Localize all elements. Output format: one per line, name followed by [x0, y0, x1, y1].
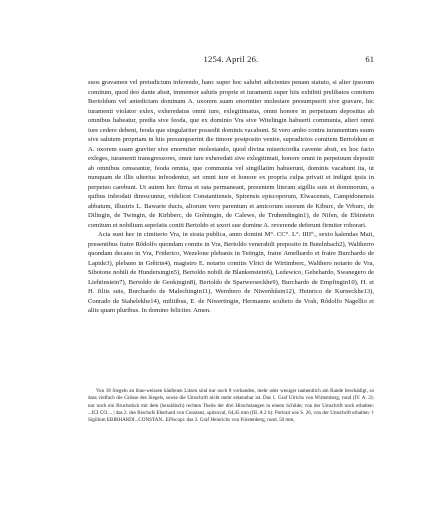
footnote: Von 18 Siegeln an blau-weissen hänfenen Litzen sind nur noch 8 vorhanden, mehr oder weniger namentlich am Rande beschädigt, so dass vielfach die Grösse des Siegels, sowie die Umschrift nicht mehr erkennbar ist. Das 1. Graf Ulrichs von Wirtemberg, rund (IV. A. 2): nur noch ein Bruchstück mit dem (heraldisch) rechten Theile der drei Hirschstangen in einem Schilde; von der Umschrift noch erhalten: ...ICI CO.... | das 2. des Bischofs Eberhard von Constanz, spitzoval, 64,45 mm (III. A 2 b): Portrait wie S. 26, von der Umschrift erhalten: † Sigillum EBIRHARDI...CONSTAN...EPiscopi: das 3. Graf Heinrichs von Fürstenberg, rund, 50 mm,: [88, 388, 374, 424]
page-number: 61: [365, 54, 374, 64]
header-date: 1254. April 26.: [203, 54, 259, 64]
body-paragraph: suos gravamen vel preiudicium inferendo, hanc super hoc salubri adicientes penam statuto, si alter ipsorum comitum, quod deo dante absit, immemor salutis proprie et iuramenti super hiis exhibiti prelibatos comitem Bertoldum vel antedictam dominam A. uxorem suam enormiter molestare presumpserit sive gravare, hic iuramenti violator exlex, exheredatus omni iure, exlegitimatus, omni honore in perpetuum depositus ab omnibus habeatur, predia sive feoda, que ex dominio Vra sive Witelingin habuerit communia, alteri omni iure cedere debent, feoda que singulariter possedit dominis vacabunt. Si vero ambo contra iuramentum suum sive salutem propriam in hiis presumpserint die timore postposito venire, supradictos comitem Bertoldum et A. uxorem suam graviter sive enormiter molestando, quod divina misericordia cavente absit, ex hoc facto exleges, iuramenti transgressores, omni iure exheredati sive exlegitimati, honore omni in perpetuum depositi ab omnibus censeantur, feoda omnia, que communia vel singillatim habuerunt, dominis vacabunt ita, ut nunquam de illis ulterius infeodentur, set omni iure et honore ex propria culpa privati et indigni ipsis in perpetuo carebunt. Ut autem hec firma et rata permaneant, presentem literam sigillis suis et dominorum, a quibus infeodati dinoscuntur, videlicet Constantiensis, Spirensis episcoporum, Elwacensis, Campidonensis abbatum, illustris L. Bawarie ducis, aliorum vero parentum et amicorum suorum de Kiburc, de Vrburc, de Dilingin, de Twingin, de Kirhberc, de Grêningin, de Calewe, de Truhendingin1), de Nifen, de Ebirstein comitum et nobilium sepefatis coniti Bertoldo et uxori sue domine A. reverende deferunt firmiter roborari.: [88, 79, 374, 229]
document-body: [88, 78, 374, 316]
body-paragraph: Acta sunt hec in cimiterio Vra, in strata publica, anno domini M°. CC°. L°. IIII°., sexto kalendas Maii, presentibus fratre Rôdolfo quondam comite in Vra, Bertoldo venerabili preposito in Butelnbach2), Waltherro quondam decano in Vra, Friderico, Wezelone plebanis in Tetingin, fratre Amelhardo et fratre Burchardo de Lapide3), plebano in Grêtrin4), magistro E. notario comitis Vlrici de Wirtimberc, Walthero notario de Vra, Sibotone nobili de Hundersingin5), Bertoldo nobili de Blankenstein6), Ledewico, Gebehardo, Swanegero de Liehtinstein7), Bertoldo de Genkingin8), Bertoldo de Sparwerseckhe9), Burchardo de Empfingin10), H. et H. filiis suis, Burchardo de Malechingin11), Wernhero de Niwenhûsin12), Heinrico de Kurneckhe13), Conrado de Stahelekhe14), militibus, E. de Niwertingin, Hermanno sculteto de Vrah, Rôdolfo Nagellio et aliis quam pluribus. In domino feliciter. Amen.: [88, 231, 374, 314]
footnotes: [88, 388, 374, 424]
page-header: [88, 54, 374, 66]
